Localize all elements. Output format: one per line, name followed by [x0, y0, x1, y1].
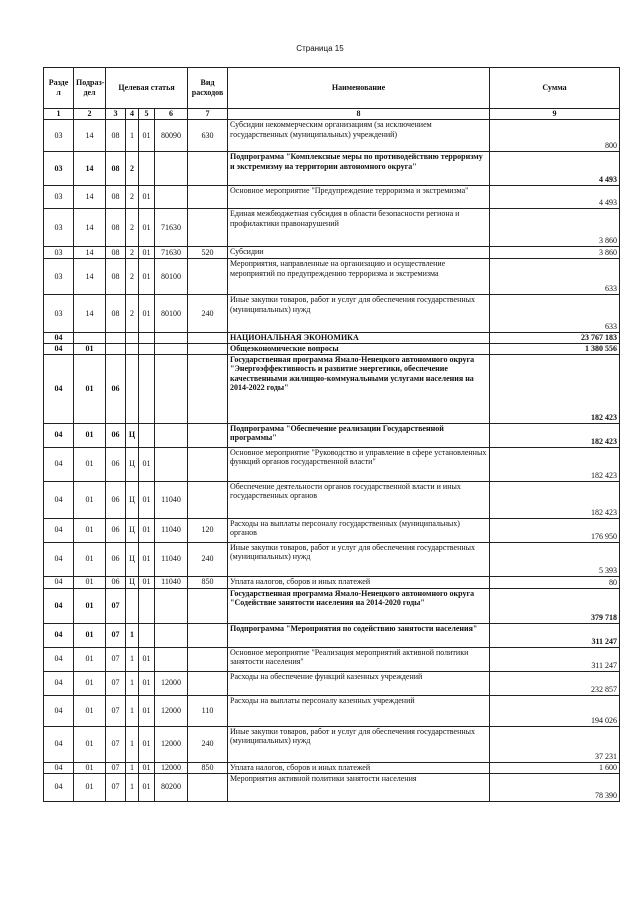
name-cell: Расходы на выплаты персоналу казенных учреждений [228, 695, 490, 726]
sum-cell: 232 857 [490, 671, 620, 695]
event-code-cell: 01 [139, 120, 155, 152]
table-row [44, 120, 620, 152]
subprogram-code-cell: 2 [126, 186, 139, 209]
sum-cell: 800 [490, 120, 620, 152]
table-row [44, 152, 620, 186]
subprogram-code-cell: 1 [126, 762, 139, 773]
expense-type-cell: 850 [188, 762, 228, 773]
direction-code-cell [155, 588, 188, 623]
subprogram-code-cell [126, 588, 139, 623]
table-row [44, 247, 620, 259]
page-number-label: Страница 15 [296, 44, 344, 53]
table-row [44, 423, 620, 447]
program-code-cell: 07 [106, 726, 126, 762]
sum-cell: 78 390 [490, 773, 620, 801]
event-code-cell: 01 [139, 647, 155, 671]
program-code-cell: 06 [106, 542, 126, 576]
table-row [44, 588, 620, 623]
podrazdel-cell: 01 [74, 343, 106, 354]
header-summa: Сумма [490, 68, 620, 109]
name-cell: Иные закупки товаров, работ и услуг для обеспечения государственных (муниципальных) нужд [228, 295, 490, 333]
table-row [44, 542, 620, 576]
program-code-cell: 06 [106, 481, 126, 518]
expense-type-cell: 240 [188, 726, 228, 762]
podrazdel-cell: 01 [74, 576, 106, 588]
direction-code-cell: 11040 [155, 542, 188, 576]
table-row [44, 695, 620, 726]
expense-type-cell [188, 647, 228, 671]
direction-code-cell: 12000 [155, 762, 188, 773]
expense-type-cell [188, 481, 228, 518]
expense-type-cell: 630 [188, 120, 228, 152]
subprogram-code-cell: 2 [126, 259, 139, 295]
razdel-cell: 03 [44, 209, 74, 247]
direction-code-cell [155, 354, 188, 423]
column-number: 2 [74, 109, 106, 120]
podrazdel-cell: 01 [74, 773, 106, 801]
expense-type-cell [188, 671, 228, 695]
name-cell: Основное мероприятие "Реализация мероприятий активной политики занятости населения" [228, 647, 490, 671]
sum-cell: 4 493 [490, 186, 620, 209]
event-code-cell: 01 [139, 576, 155, 588]
podrazdel-cell: 01 [74, 481, 106, 518]
subprogram-code-cell: Ц [126, 542, 139, 576]
subprogram-code-cell: 1 [126, 623, 139, 647]
expense-type-cell: 110 [188, 695, 228, 726]
sum-cell: 3 860 [490, 209, 620, 247]
subprogram-code-cell [126, 333, 139, 344]
expense-type-cell: 520 [188, 247, 228, 259]
program-code-cell: 07 [106, 773, 126, 801]
program-code-cell: 07 [106, 695, 126, 726]
program-code-cell: 08 [106, 209, 126, 247]
name-cell: Уплата налогов, сборов и иных платежей [228, 576, 490, 588]
expense-type-cell [188, 259, 228, 295]
table-row [44, 518, 620, 542]
program-code-cell: 06 [106, 576, 126, 588]
expense-type-cell [188, 152, 228, 186]
direction-code-cell: 80100 [155, 295, 188, 333]
razdel-cell: 04 [44, 762, 74, 773]
event-code-cell [139, 333, 155, 344]
expense-type-cell [188, 623, 228, 647]
direction-code-cell [155, 186, 188, 209]
event-code-cell [139, 423, 155, 447]
program-code-cell: 07 [106, 671, 126, 695]
direction-code-cell: 80090 [155, 120, 188, 152]
program-code-cell: 08 [106, 295, 126, 333]
event-code-cell: 01 [139, 695, 155, 726]
event-code-cell [139, 623, 155, 647]
name-cell: Государственная программа Ямало-Ненецкого автономного округа "Содействие занятости населения на 2014-2020 годы" [228, 588, 490, 623]
razdel-cell: 03 [44, 259, 74, 295]
event-code-cell: 01 [139, 481, 155, 518]
program-code-cell: 06 [106, 518, 126, 542]
direction-code-cell [155, 623, 188, 647]
subprogram-code-cell: Ц [126, 481, 139, 518]
table-row [44, 295, 620, 333]
event-code-cell: 01 [139, 186, 155, 209]
event-code-cell: 01 [139, 447, 155, 481]
table-row [44, 259, 620, 295]
event-code-cell: 01 [139, 542, 155, 576]
name-cell: Подпрограмма "Обеспечение реализации Государственной программы" [228, 423, 490, 447]
razdel-cell: 03 [44, 247, 74, 259]
budget-table [43, 67, 620, 802]
name-cell: Подпрограмма "Комплексные меры по противодействию терроризму и экстремизму на территории автономного округа" [228, 152, 490, 186]
event-code-cell: 01 [139, 295, 155, 333]
razdel-cell: 04 [44, 542, 74, 576]
subprogram-code-cell: 2 [126, 247, 139, 259]
name-cell: Расходы на обеспечение функций казенных учреждений [228, 671, 490, 695]
podrazdel-cell: 01 [74, 762, 106, 773]
razdel-cell: 04 [44, 726, 74, 762]
direction-code-cell: 12000 [155, 695, 188, 726]
event-code-cell [139, 152, 155, 186]
expense-type-cell: 850 [188, 576, 228, 588]
sum-cell: 379 718 [490, 588, 620, 623]
podrazdel-cell: 01 [74, 354, 106, 423]
column-number: 6 [155, 109, 188, 120]
direction-code-cell: 11040 [155, 518, 188, 542]
direction-code-cell [155, 647, 188, 671]
table-row [44, 773, 620, 801]
direction-code-cell [155, 152, 188, 186]
name-cell: Иные закупки товаров, работ и услуг для обеспечения государственных (муниципальных) нужд [228, 726, 490, 762]
direction-code-cell: 80100 [155, 259, 188, 295]
event-code-cell: 01 [139, 259, 155, 295]
expense-type-cell: 240 [188, 542, 228, 576]
sum-cell: 633 [490, 295, 620, 333]
name-cell: Общеэкономические вопросы [228, 343, 490, 354]
event-code-cell: 01 [139, 247, 155, 259]
name-cell: НАЦИОНАЛЬНАЯ ЭКОНОМИКА [228, 333, 490, 344]
subprogram-code-cell: 1 [126, 671, 139, 695]
podrazdel-cell: 14 [74, 186, 106, 209]
table-row [44, 186, 620, 209]
name-cell: Расходы на выплаты персоналу государственных (муниципальных) органов [228, 518, 490, 542]
direction-code-cell [155, 447, 188, 481]
header-tselevaya-statya: Целевая статья [106, 68, 188, 109]
razdel-cell: 04 [44, 333, 74, 344]
table-row [44, 647, 620, 671]
column-number: 8 [228, 109, 490, 120]
program-code-cell: 06 [106, 354, 126, 423]
subprogram-code-cell: 2 [126, 152, 139, 186]
event-code-cell: 01 [139, 726, 155, 762]
name-cell: Мероприятия активной политики занятости населения [228, 773, 490, 801]
name-cell: Основное мероприятие "Предупреждение терроризма и экстремизма" [228, 186, 490, 209]
column-number: 9 [490, 109, 620, 120]
subprogram-code-cell: 1 [126, 120, 139, 152]
direction-code-cell: 71630 [155, 209, 188, 247]
name-cell: Основное мероприятие "Руководство и управление в сфере установленных функций органов государственной власти" [228, 447, 490, 481]
podrazdel-cell: 14 [74, 247, 106, 259]
direction-code-cell: 71630 [155, 247, 188, 259]
subprogram-code-cell: 1 [126, 773, 139, 801]
podrazdel-cell: 01 [74, 726, 106, 762]
subprogram-code-cell [126, 343, 139, 354]
expense-type-cell [188, 209, 228, 247]
program-code-cell: 07 [106, 623, 126, 647]
subprogram-code-cell: 1 [126, 726, 139, 762]
razdel-cell: 04 [44, 576, 74, 588]
razdel-cell: 04 [44, 588, 74, 623]
razdel-cell: 04 [44, 423, 74, 447]
razdel-cell: 04 [44, 481, 74, 518]
razdel-cell: 03 [44, 295, 74, 333]
program-code-cell: 08 [106, 120, 126, 152]
column-number: 7 [188, 109, 228, 120]
program-code-cell: 08 [106, 247, 126, 259]
name-cell: Субсидии [228, 247, 490, 259]
program-code-cell: 07 [106, 762, 126, 773]
subprogram-code-cell: Ц [126, 518, 139, 542]
expense-type-cell [188, 588, 228, 623]
sum-cell: 3 860 [490, 247, 620, 259]
direction-code-cell: 12000 [155, 671, 188, 695]
podrazdel-cell: 01 [74, 447, 106, 481]
table-row [44, 481, 620, 518]
table-row [44, 354, 620, 423]
razdel-cell: 04 [44, 343, 74, 354]
column-number: 4 [126, 109, 139, 120]
subprogram-code-cell: 1 [126, 647, 139, 671]
header-vid-raskhodov: Вид расходов [188, 68, 228, 109]
razdel-cell: 04 [44, 623, 74, 647]
podrazdel-cell: 14 [74, 295, 106, 333]
podrazdel-cell: 01 [74, 588, 106, 623]
expense-type-cell [188, 343, 228, 354]
table-row [44, 623, 620, 647]
program-code-cell: 06 [106, 423, 126, 447]
column-number: 3 [106, 109, 126, 120]
razdel-cell: 04 [44, 671, 74, 695]
name-cell: Единая межбюджетная субсидия в области безопасности региона и профилактики правонарушений [228, 209, 490, 247]
razdel-cell: 03 [44, 120, 74, 152]
podrazdel-cell: 01 [74, 542, 106, 576]
expense-type-cell [188, 773, 228, 801]
program-code-cell: 07 [106, 647, 126, 671]
column-number: 5 [139, 109, 155, 120]
subprogram-code-cell [126, 354, 139, 423]
sum-cell: 23 767 183 [490, 333, 620, 344]
table-body [44, 120, 620, 802]
razdel-cell: 04 [44, 695, 74, 726]
razdel-cell: 04 [44, 447, 74, 481]
podrazdel-cell: 01 [74, 695, 106, 726]
direction-code-cell: 12000 [155, 726, 188, 762]
subprogram-code-cell: Ц [126, 447, 139, 481]
razdel-cell: 04 [44, 354, 74, 423]
direction-code-cell: 11040 [155, 576, 188, 588]
table-row [44, 447, 620, 481]
event-code-cell [139, 354, 155, 423]
podrazdel-cell [74, 333, 106, 344]
name-cell: Подпрограмма "Мероприятия по содействию занятости населения" [228, 623, 490, 647]
subprogram-code-cell: 1 [126, 695, 139, 726]
podrazdel-cell: 14 [74, 152, 106, 186]
podrazdel-cell: 01 [74, 623, 106, 647]
subprogram-code-cell: 2 [126, 209, 139, 247]
direction-code-cell [155, 343, 188, 354]
event-code-cell [139, 588, 155, 623]
expense-type-cell: 240 [188, 295, 228, 333]
column-number: 1 [44, 109, 74, 120]
podrazdel-cell: 14 [74, 120, 106, 152]
program-code-cell: 07 [106, 588, 126, 623]
name-cell: Государственная программа Ямало-Ненецкого автономного округа "Энергоэффективность и развитие энергетики, обеспечение качественными жилищно-коммунальными услугами населения на 2014-2022 годы" [228, 354, 490, 423]
table-row [44, 671, 620, 695]
name-cell: Обеспечение деятельности органов государственной власти и иных государственных органов [228, 481, 490, 518]
header-naimenovanie: Наименование [228, 68, 490, 109]
podrazdel-cell: 14 [74, 209, 106, 247]
name-cell: Уплата налогов, сборов и иных платежей [228, 762, 490, 773]
sum-cell: 37 231 [490, 726, 620, 762]
name-cell: Иные закупки товаров, работ и услуг для обеспечения государственных (муниципальных) нужд [228, 542, 490, 576]
name-cell: Субсидии некоммерческим организациям (за исключением государственных (муниципальных) учреждений) [228, 120, 490, 152]
direction-code-cell [155, 333, 188, 344]
razdel-cell: 03 [44, 152, 74, 186]
sum-cell: 182 423 [490, 354, 620, 423]
subprogram-code-cell: Ц [126, 423, 139, 447]
sum-cell: 4 493 [490, 152, 620, 186]
subprogram-code-cell: Ц [126, 576, 139, 588]
table-row [44, 343, 620, 354]
event-code-cell: 01 [139, 762, 155, 773]
razdel-cell: 03 [44, 186, 74, 209]
event-code-cell: 01 [139, 671, 155, 695]
subprogram-code-cell: 2 [126, 295, 139, 333]
sum-cell: 311 247 [490, 623, 620, 647]
event-code-cell [139, 343, 155, 354]
sum-cell: 311 247 [490, 647, 620, 671]
program-code-cell: 06 [106, 447, 126, 481]
table-row [44, 726, 620, 762]
direction-code-cell: 11040 [155, 481, 188, 518]
program-code-cell [106, 343, 126, 354]
sum-cell: 80 [490, 576, 620, 588]
program-code-cell [106, 333, 126, 344]
razdel-cell: 04 [44, 647, 74, 671]
sum-cell: 1 380 556 [490, 343, 620, 354]
program-code-cell: 08 [106, 152, 126, 186]
expense-type-cell: 120 [188, 518, 228, 542]
table-row [44, 576, 620, 588]
podrazdel-cell: 01 [74, 423, 106, 447]
sum-cell: 1 600 [490, 762, 620, 773]
podrazdel-cell: 01 [74, 647, 106, 671]
sum-cell: 182 423 [490, 481, 620, 518]
header-razdel: Разде л [44, 68, 74, 109]
expense-type-cell [188, 186, 228, 209]
sum-cell: 182 423 [490, 447, 620, 481]
program-code-cell: 08 [106, 186, 126, 209]
podrazdel-cell: 01 [74, 518, 106, 542]
expense-type-cell [188, 447, 228, 481]
column-number-row [44, 109, 620, 120]
sum-cell: 194 026 [490, 695, 620, 726]
direction-code-cell [155, 423, 188, 447]
event-code-cell: 01 [139, 209, 155, 247]
sum-cell: 176 950 [490, 518, 620, 542]
sum-cell: 182 423 [490, 423, 620, 447]
podrazdel-cell: 14 [74, 259, 106, 295]
razdel-cell: 04 [44, 518, 74, 542]
program-code-cell: 08 [106, 259, 126, 295]
podrazdel-cell: 01 [74, 671, 106, 695]
expense-type-cell [188, 354, 228, 423]
expense-type-cell [188, 423, 228, 447]
sum-cell: 633 [490, 259, 620, 295]
razdel-cell: 04 [44, 773, 74, 801]
event-code-cell: 01 [139, 773, 155, 801]
header-podrazdel: Подраз- дел [74, 68, 106, 109]
table-row [44, 762, 620, 773]
table-row [44, 333, 620, 344]
name-cell: Мероприятия, направленные на организацию и осуществление мероприятий по предупреждению терроризма и экстремизма [228, 259, 490, 295]
table-row [44, 209, 620, 247]
sum-cell: 5 393 [490, 542, 620, 576]
header-row [44, 68, 620, 109]
event-code-cell: 01 [139, 518, 155, 542]
direction-code-cell: 80200 [155, 773, 188, 801]
expense-type-cell [188, 333, 228, 344]
